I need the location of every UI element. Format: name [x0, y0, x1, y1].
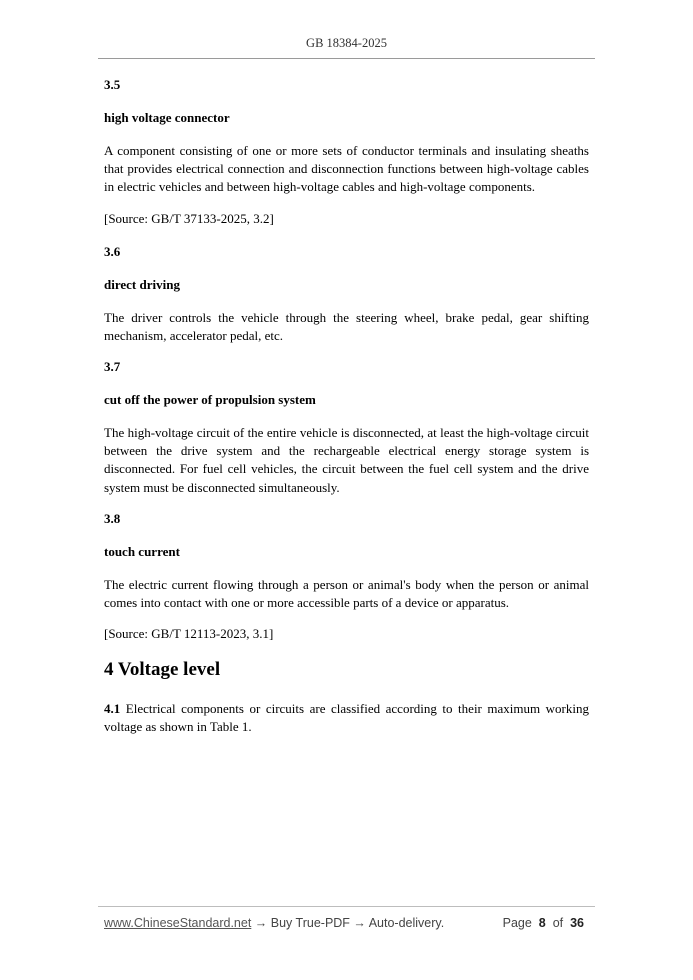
clause-3-7 [104, 358, 589, 497]
term-source: [Source: GB/T 12113-2023, 3.1] [104, 626, 274, 642]
clause-text: Electrical components or circuits are classified according to their maximum working voltage as shown in Table 1. [104, 701, 589, 735]
footer-promo [104, 916, 444, 930]
page-footer [104, 916, 584, 930]
document-body [104, 76, 589, 750]
clause-3-5 [104, 76, 589, 228]
clause-number: 3.6 [104, 243, 121, 259]
page-label: Page [502, 916, 532, 930]
page-indicator [503, 916, 584, 930]
clause-number: 3.8 [104, 510, 121, 526]
promo-text: → Buy True-PDF → Auto-delivery. [251, 916, 445, 930]
clause-number: 4.1 [104, 701, 121, 717]
section-heading: 4 Voltage level [104, 659, 221, 681]
footer-divider [98, 906, 595, 907]
clause-3-8 [104, 510, 589, 643]
term-title: cut off the power of propulsion system [104, 392, 316, 408]
term-title: touch current [104, 543, 180, 559]
term-source: [Source: GB/T 37133-2025, 3.2] [104, 210, 274, 226]
running-header: GB 18384-2025 [306, 36, 387, 50]
total-pages: 36 [570, 916, 584, 930]
clause-number: 3.5 [104, 77, 121, 92]
term-definition: A component consisting of one or more sets of conductor terminals and insulating sheaths that provides electrical connection and disconnection functions between high-voltage cables in electric vehicles and between high-voltage cables and high-voltage components. [104, 143, 589, 195]
term-title: direct driving [104, 276, 180, 292]
term-definition: The high-voltage circuit of the entire vehicle is disconnected, at least the high-voltage circuit between the drive system and the rechargeable electrical energy storage system is disconnected. For fuel cell vehicles, the circuit between the fuel cell system and the drive system must be disconnected simultaneously. [104, 425, 589, 495]
term-definition: The driver controls the vehicle through the steering wheel, brake pedal, gear shifting mechanism, accelerator pedal, etc. [104, 309, 589, 343]
page-number: 8 [538, 916, 546, 930]
clause-number: 3.7 [104, 359, 121, 375]
term-definition: The electric current flowing through a person or animal's body when the person or animal comes into contact with one or more accessible parts of a device or apparatus. [104, 576, 589, 611]
clause-3-6 [104, 243, 589, 345]
of-label: of [552, 916, 564, 930]
term-title: high voltage connector [104, 110, 230, 125]
site-link[interactable]: www.ChineseStandard.net [104, 916, 252, 930]
header-divider [98, 58, 595, 59]
clause-4-1 [104, 700, 589, 736]
